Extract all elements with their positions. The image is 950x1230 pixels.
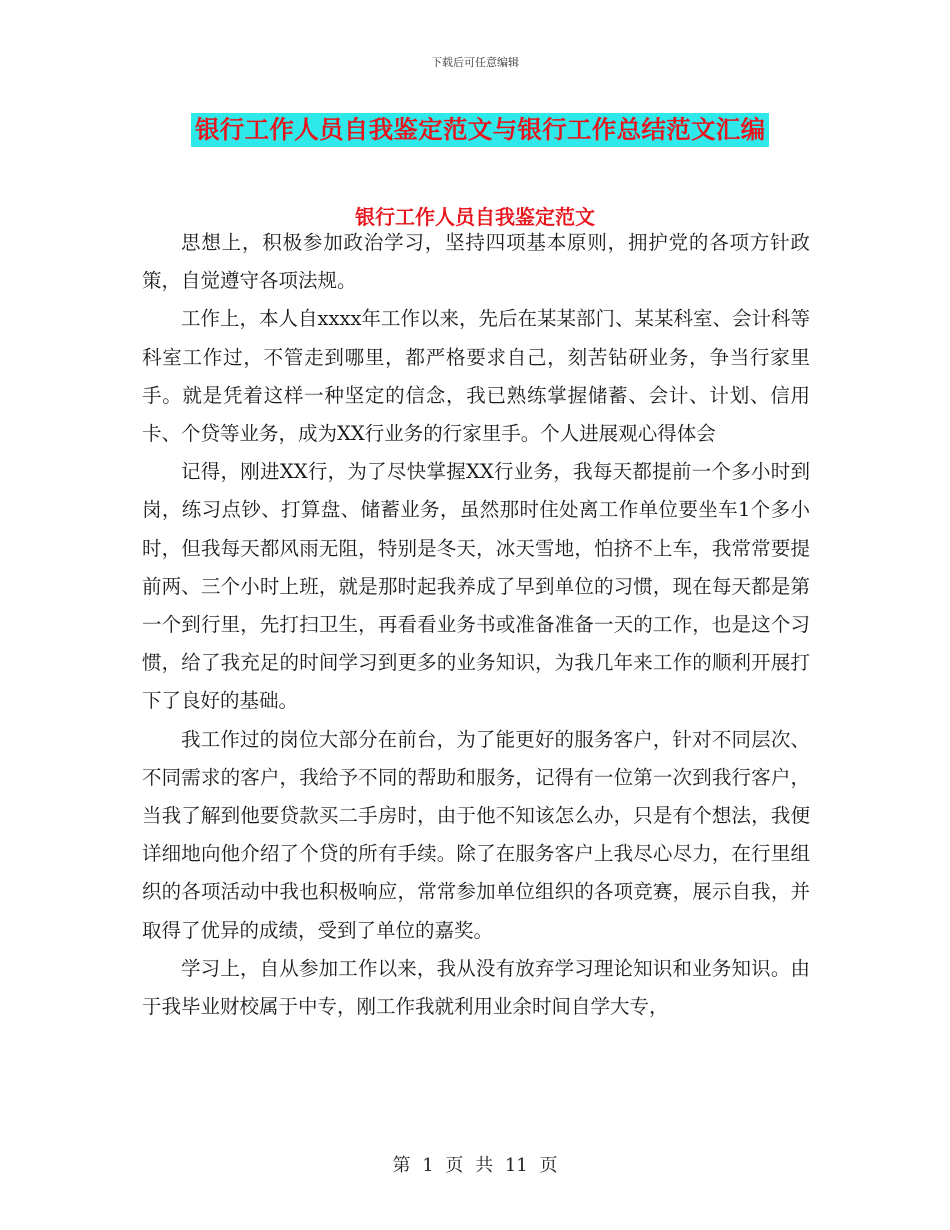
header-note: 下载后可任意编辑 [431, 56, 519, 69]
paragraph: 思想上，积极参加政治学习，坚持四项基本原则，拥护党的各项方针政策，自觉遵守各项法规。 [142, 231, 810, 293]
paragraph: 学习上，自从参加工作以来，我从没有放弃学习理论知识和业务知识。由于我毕业财校属于中专，刚工作我就利用业余时间自学大专， [142, 956, 810, 1019]
document-body [142, 224, 810, 1026]
paragraph: 工作上，本人自xxxx年工作以来，先后在某某部门、某某科室、会计科等科室工作过，不管走到哪里，都严格要求自己，刻苦钻研业务，争当行家里手。就是凭着这样一种坚定的信念，我已熟练掌握储蓄、会计、计划、信用卡、个贷等业务，成为XX行业务的行家里手。个人进展观心得体会 [142, 307, 810, 446]
paragraph: 我工作过的岗位大部分在前台，为了能更好的服务客户，针对不同层次、不同需求的客户，我给予不同的帮助和服务，记得有一位第一次到我行客户，当我了解到他要贷款买二手房时，由于他不知该怎么办，只是有个想法，我便详细地向他介绍了个贷的所有手续。除了在服务客户上我尽心尽力，在行里组织的各项活动中我也积极响应，常常参加单位组织的各项竞赛，展示自我，并取得了优异的成绩，受到了单位的嘉奖。 [142, 727, 810, 942]
document-title: 银行工作人员自我鉴定范文与银行工作总结范文汇编 [191, 113, 769, 147]
section-title: 银行工作人员自我鉴定范文 [355, 205, 595, 229]
paragraph: 记得，刚进XX行，为了尽快掌握XX行业务，我每天都提前一个多小时到岗，练习点钞、打算盘、储蓄业务，虽然那时住处离工作单位要坐车1个多小时，但我每天都风雨无阻，特别是冬天，冰天雪地，怕挤不上车，我常常要提前两、三个小时上班，就是那时起我养成了早到单位的习惯，现在每天都是第一个到行里，先打扫卫生，再看看业务书或准备准备一天的工作，也是这个习惯，给了我充足的时间学习到更多的业务知识，为我几年来工作的顺利开展打下了良好的基础。 [142, 460, 810, 713]
page-footer: 第 1 页 共 11 页 [392, 1155, 558, 1176]
